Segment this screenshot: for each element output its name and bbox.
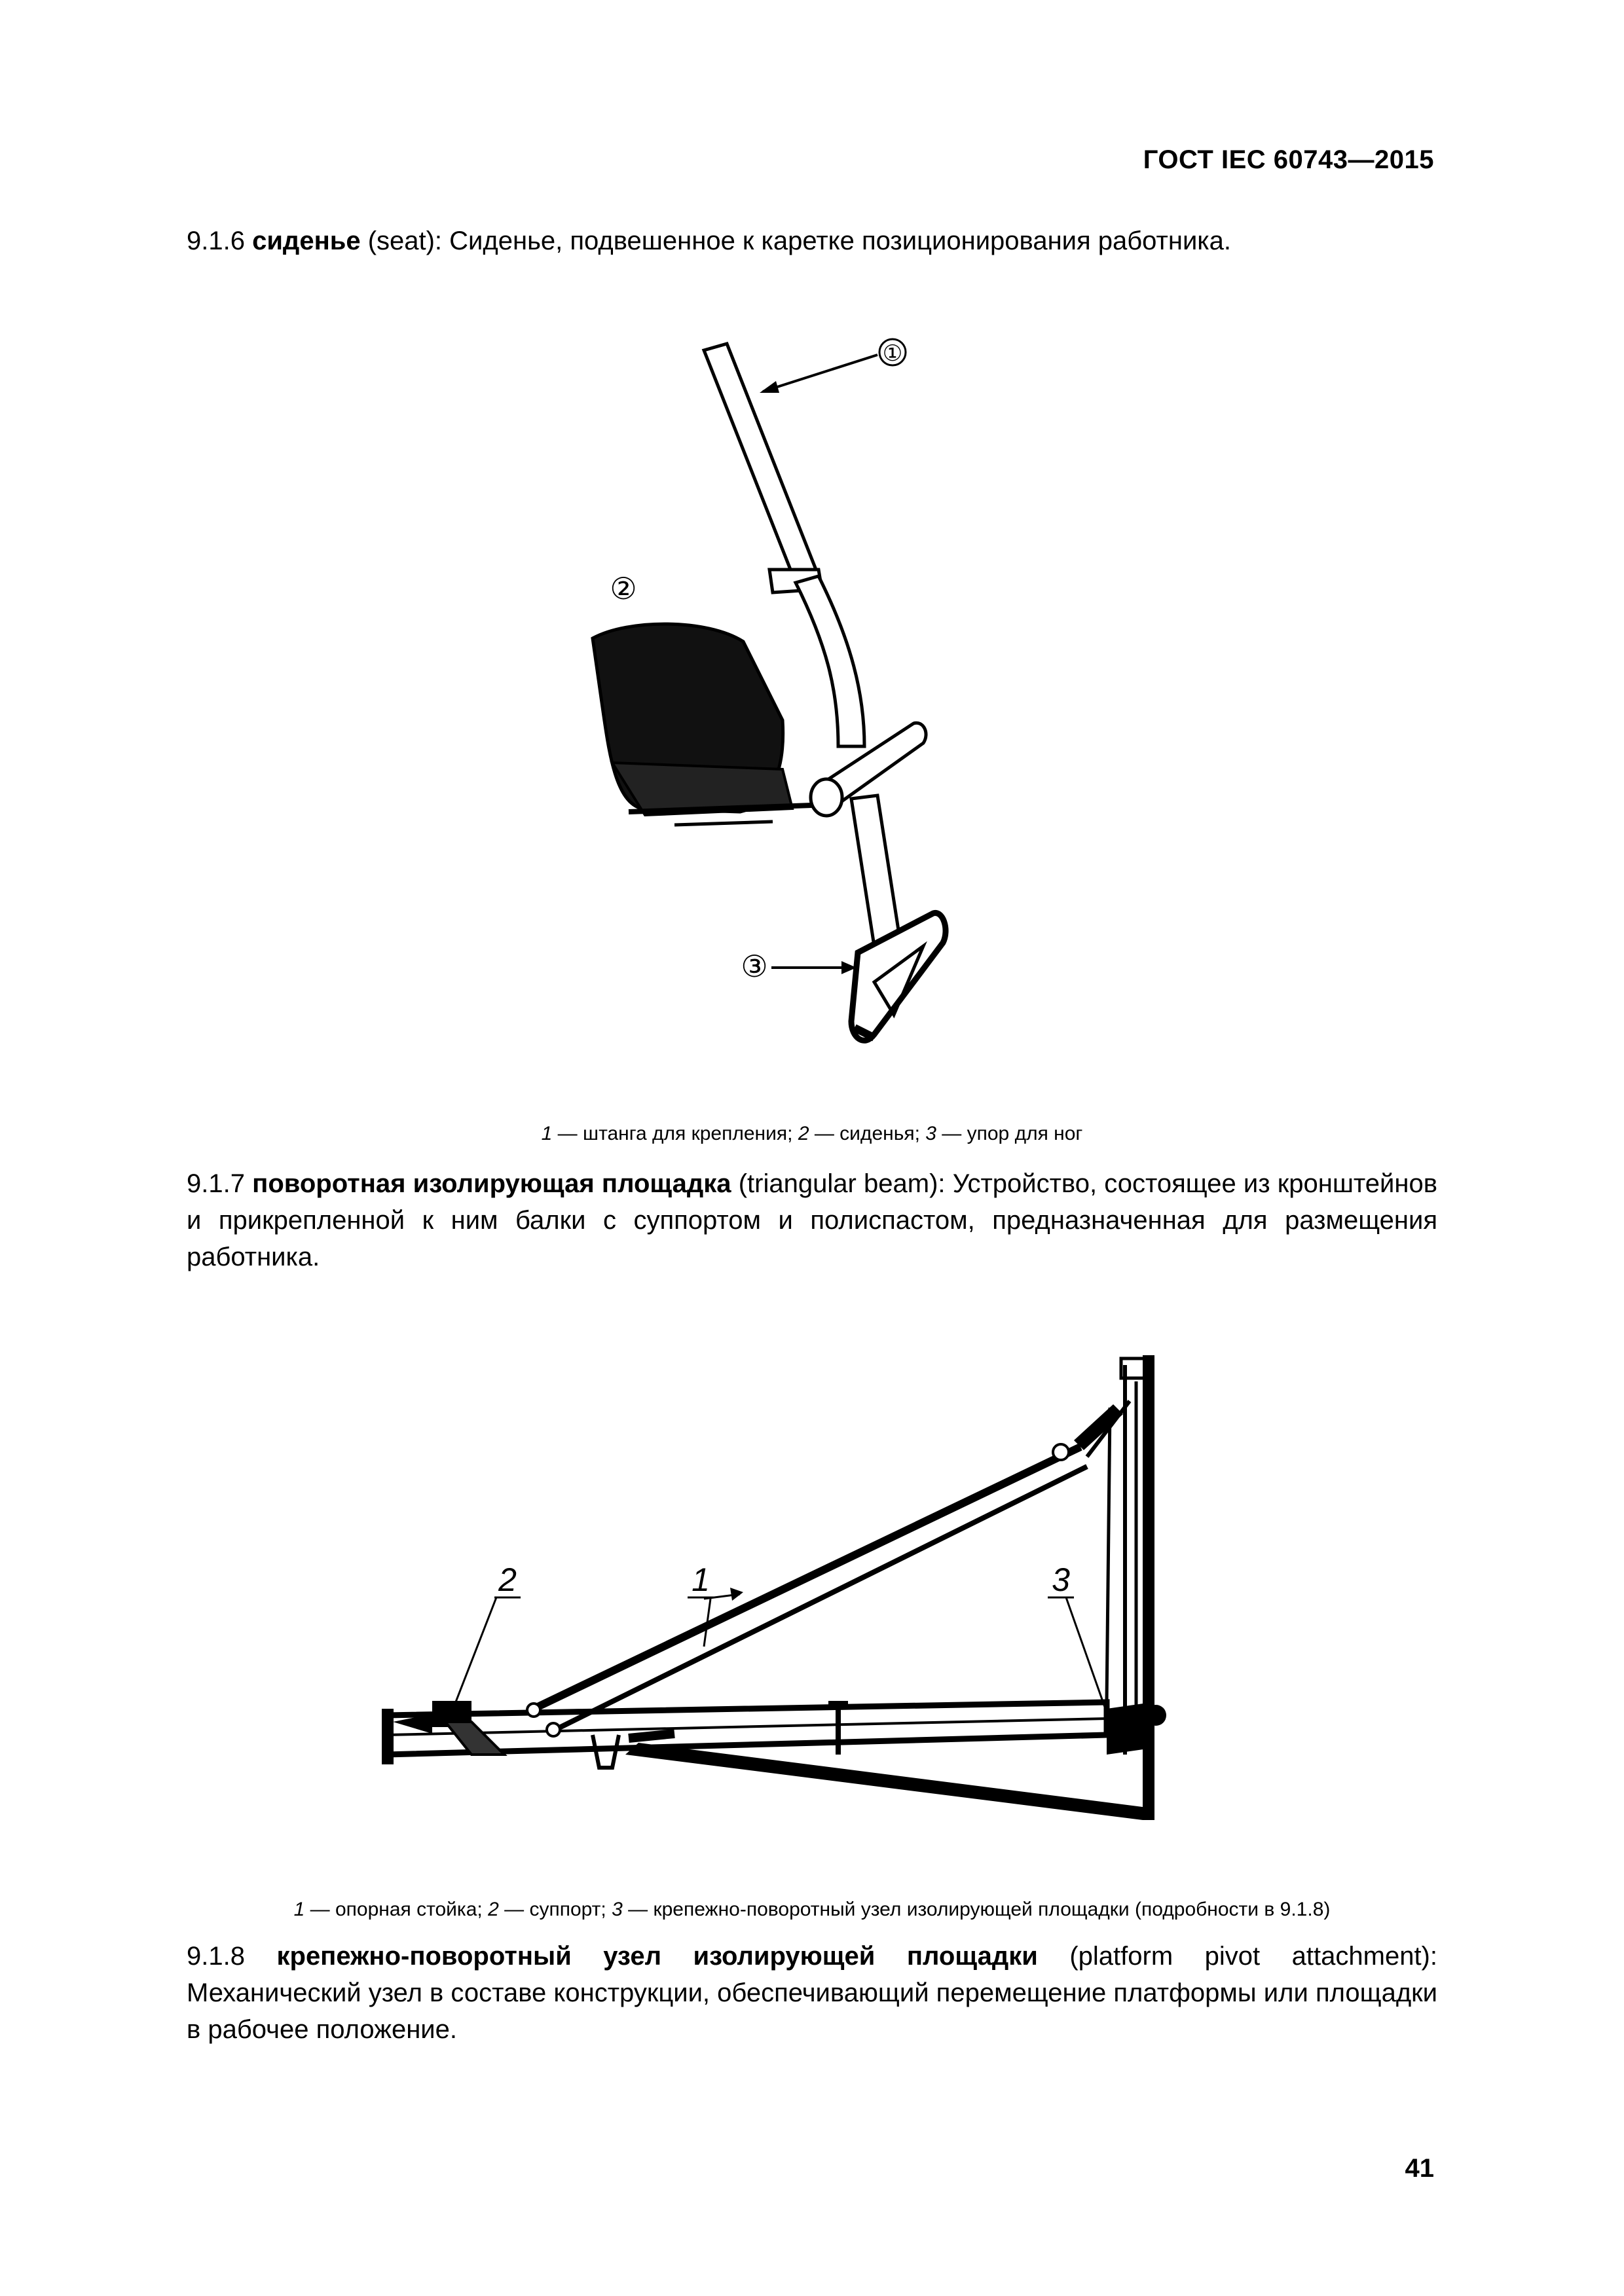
section-number: 9.1.7 (187, 1169, 245, 1198)
callout-2-label: ② (610, 572, 637, 606)
legend-text: — крепежно-поворотный узел изолирующей площадки (подробности в 9.1.8) (628, 1899, 1331, 1920)
section-definition: Механический узел в составе конструкции, обеспечивающий перемещение платформы или площадки в рабочее положение. (187, 1978, 1437, 2044)
section-number: 9.1.6 (187, 227, 245, 255)
section-term-en: (seat): (367, 227, 443, 255)
beam-callout-3 (1048, 1561, 1105, 1709)
section-term: поворотная изолирующая площадка (252, 1169, 731, 1198)
legend-num: 3 (612, 1899, 623, 1920)
legend-text: — суппорт; (504, 1899, 606, 1920)
legend-num: 2 (488, 1899, 499, 1920)
section-number: 9.1.8 (187, 1942, 245, 1971)
section-definition: Устройство, состоящее из кронштейнов и прикрепленной к ним балки с суппортом и полиспастом, предназначенная для размещения работника. (187, 1169, 1437, 1271)
legend-text: — опорная стойка; (310, 1899, 483, 1920)
legend-text: — упор для ног (942, 1123, 1083, 1144)
beam-callout-3-label: 3 (1052, 1561, 1070, 1598)
beam-callout-2 (452, 1561, 521, 1712)
section-term: крепежно-поворотный узел изолирующей площадки (276, 1942, 1038, 1971)
callout-3-label: ③ (741, 949, 768, 983)
section-9-1-8 (187, 1938, 1437, 2048)
beam-callout-1-label: 1 (692, 1561, 710, 1598)
legend-num: 3 (925, 1123, 936, 1144)
legend-num: 1 (541, 1123, 553, 1144)
section-term-en: (triangular beam): (738, 1169, 946, 1198)
section-term: сиденье (252, 227, 361, 255)
beam-callout-2-label: 2 (498, 1561, 517, 1598)
support-poles (527, 1401, 1130, 1736)
page-number: 41 (1405, 2154, 1434, 2183)
legend-num: 2 (798, 1123, 809, 1144)
legend-text: — сиденья; (814, 1123, 920, 1144)
callout-1-label: ① (882, 341, 903, 366)
document-header: ГОСТ IEC 60743—2015 (1143, 145, 1434, 174)
figure-beam-caption (0, 1899, 1624, 1921)
section-definition: Сиденье, подвешенное к каретке позиционирования работника. (449, 227, 1232, 255)
section-term-en: (platform pivot attachment): (1069, 1942, 1437, 1971)
legend-text: — штанга для крепления; (557, 1123, 793, 1144)
legend-num: 1 (293, 1899, 305, 1920)
